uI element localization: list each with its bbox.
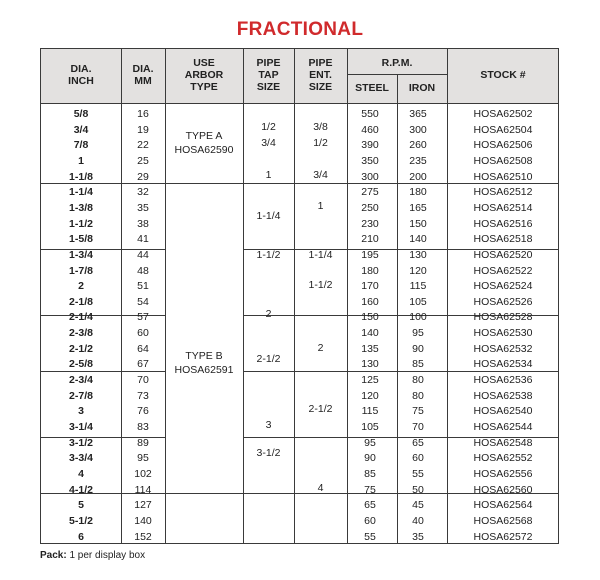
dia-inch-cell: 2-1/2 xyxy=(69,343,93,355)
stock-number-cell: HOSA62534 xyxy=(473,358,533,370)
stock-number-cell: HOSA62518 xyxy=(473,233,533,245)
dia-inch-cell: 2 xyxy=(78,280,84,292)
rpm-iron-cell: 165 xyxy=(409,202,427,214)
rpm-iron-cell: 60 xyxy=(412,452,424,464)
dia-mm-cell: 41 xyxy=(137,233,149,245)
rpm-iron-cell: 70 xyxy=(412,421,424,433)
stock-number-cell: HOSA62524 xyxy=(473,280,533,292)
rpm-steel-cell: 180 xyxy=(361,265,379,277)
stock-number-cell: HOSA62512 xyxy=(473,186,533,198)
rpm-iron-cell: 80 xyxy=(412,374,424,386)
pipe-tap-cell: 3 xyxy=(265,419,272,431)
pipe-ent-cell: 1-1/2 xyxy=(308,279,333,291)
dia-mm-cell: 22 xyxy=(137,139,149,151)
dia-mm-cell: 32 xyxy=(137,186,149,198)
rpm-steel-cell: 140 xyxy=(361,327,379,339)
stock-number-cell: HOSA62544 xyxy=(473,421,533,433)
stock-number-cell: HOSA62530 xyxy=(473,327,533,339)
pipe-ent-cell: 3/4 xyxy=(313,169,328,181)
stock-number-cell: HOSA62526 xyxy=(473,296,533,308)
pipe-tap-cell: 3/4 xyxy=(261,137,276,149)
rpm-steel-cell: 60 xyxy=(364,515,376,527)
rpm-iron-cell: 200 xyxy=(409,171,427,183)
stock-number-cell: HOSA62560 xyxy=(473,484,533,496)
dia-mm-cell: 35 xyxy=(137,202,149,214)
dia-inch-cell: 2-1/8 xyxy=(69,296,93,308)
dia-mm-cell: 76 xyxy=(137,405,149,417)
rpm-iron-cell: 300 xyxy=(409,124,427,136)
rpm-steel-cell: 350 xyxy=(361,155,379,167)
dia-inch-cell: 1-3/4 xyxy=(69,249,93,261)
dia-inch-cell: 5/8 xyxy=(73,108,89,120)
dia-inch-cell: 4-1/2 xyxy=(69,484,93,496)
dia-inch-cell: 7/8 xyxy=(73,139,89,151)
rpm-iron-cell: 120 xyxy=(409,265,427,277)
rpm-steel-cell: 300 xyxy=(361,171,379,183)
rpm-iron-cell: 105 xyxy=(409,296,427,308)
rpm-iron-cell: 140 xyxy=(409,233,427,245)
stock-number-cell: HOSA62564 xyxy=(473,499,533,511)
dia-mm-cell: 16 xyxy=(137,108,149,120)
dia-mm-cell: 48 xyxy=(137,265,149,277)
dia-mm-cell: 19 xyxy=(137,124,149,136)
dia-inch-cell: 3 xyxy=(78,405,84,417)
header-rpm: R.P.M. xyxy=(381,57,413,69)
rpm-steel-cell: 170 xyxy=(361,280,379,292)
header-pipe-tap-size: PIPE TAP SIZE xyxy=(256,57,281,93)
stock-number-cell: HOSA62520 xyxy=(473,249,533,261)
dia-inch-cell: 5-1/2 xyxy=(69,515,93,527)
rpm-iron-cell: 45 xyxy=(412,499,424,511)
header-dia-inch: DIA. INCH xyxy=(68,63,94,87)
header-steel: STEEL xyxy=(355,82,389,94)
pipe-ent-cell: 1-1/4 xyxy=(308,249,333,261)
pipe-ent-cell: 1/2 xyxy=(313,137,328,149)
stock-number-cell: HOSA62552 xyxy=(473,452,533,464)
dia-inch-cell: 3/4 xyxy=(73,124,89,136)
rpm-iron-cell: 260 xyxy=(409,139,427,151)
pipe-ent-cell: 4 xyxy=(317,482,324,494)
dia-mm-cell: 60 xyxy=(137,327,149,339)
rpm-iron-cell: 115 xyxy=(409,280,427,292)
rpm-steel-cell: 390 xyxy=(361,139,379,151)
pack-note: Pack: 1 per display box xyxy=(40,550,146,561)
rpm-steel-cell: 90 xyxy=(364,452,376,464)
header-stock: STOCK # xyxy=(480,69,526,81)
table-header xyxy=(41,49,558,104)
dia-mm-cell: 83 xyxy=(137,421,149,433)
dia-inch-cell: 3-3/4 xyxy=(69,452,93,464)
rpm-steel-cell: 120 xyxy=(361,390,379,402)
rpm-steel-cell: 550 xyxy=(361,108,379,120)
dia-inch-cell: 6 xyxy=(78,531,84,543)
dia-mm-cell: 67 xyxy=(137,358,149,370)
dia-mm-cell: 127 xyxy=(134,499,152,511)
pipe-tap-cell: 2-1/2 xyxy=(256,353,281,365)
rpm-iron-cell: 95 xyxy=(412,327,424,339)
dia-mm-cell: 25 xyxy=(137,155,149,167)
dia-mm-cell: 64 xyxy=(137,343,149,355)
rpm-iron-cell: 50 xyxy=(412,484,424,496)
dia-mm-cell: 89 xyxy=(137,437,149,449)
dia-inch-cell: 2-7/8 xyxy=(69,390,93,402)
rpm-iron-cell: 65 xyxy=(412,437,424,449)
header-iron: IRON xyxy=(408,82,436,94)
dia-mm-cell: 44 xyxy=(137,249,149,261)
rpm-steel-cell: 65 xyxy=(364,499,376,511)
stock-number-cell: HOSA62508 xyxy=(473,155,533,167)
pipe-ent-cell: 3/8 xyxy=(313,121,328,133)
stock-number-cell: HOSA62502 xyxy=(473,108,533,120)
rpm-iron-cell: 100 xyxy=(409,311,427,323)
dia-mm-cell: 114 xyxy=(134,484,152,496)
stock-number-cell: HOSA62536 xyxy=(473,374,533,386)
dia-mm-cell: 38 xyxy=(137,218,149,230)
rpm-steel-cell: 75 xyxy=(364,484,376,496)
rpm-steel-cell: 105 xyxy=(361,421,379,433)
dia-mm-cell: 51 xyxy=(137,280,149,292)
rpm-steel-cell: 95 xyxy=(364,437,376,449)
rpm-steel-cell: 115 xyxy=(361,405,379,417)
rpm-iron-cell: 40 xyxy=(412,515,424,527)
page-title: FRACTIONAL xyxy=(236,19,364,40)
pipe-ent-cell: 2 xyxy=(317,342,324,354)
dia-inch-cell: 1-3/8 xyxy=(69,202,93,214)
stock-number-cell: HOSA62532 xyxy=(473,343,533,355)
rpm-iron-cell: 85 xyxy=(412,358,424,370)
header-use-arbor-type: USE ARBOR TYPE xyxy=(184,57,224,93)
pipe-tap-cell: 1-1/4 xyxy=(256,210,281,222)
pipe-tap-cell: 1-1/2 xyxy=(256,249,281,261)
stock-number-cell: HOSA62522 xyxy=(473,265,533,277)
dia-mm-cell: 152 xyxy=(134,531,152,543)
stock-number-cell: HOSA62540 xyxy=(473,405,533,417)
dia-inch-cell: 1-1/4 xyxy=(69,186,93,198)
rpm-steel-cell: 85 xyxy=(364,468,376,480)
pipe-ent-cell: 2-1/2 xyxy=(308,403,333,415)
rpm-steel-cell: 250 xyxy=(361,202,379,214)
dia-inch-cell: 1-1/8 xyxy=(69,171,93,183)
dia-mm-cell: 73 xyxy=(137,390,149,402)
rpm-iron-cell: 150 xyxy=(409,218,427,230)
rpm-iron-cell: 130 xyxy=(409,249,427,261)
stock-number-cell: HOSA62528 xyxy=(473,311,533,323)
arbor-type-a: TYPE A HOSA62590 xyxy=(174,130,234,156)
rpm-steel-cell: 130 xyxy=(361,358,379,370)
rpm-iron-cell: 75 xyxy=(412,405,424,417)
stock-number-cell: HOSA62504 xyxy=(473,124,533,136)
stock-number-cell: HOSA62506 xyxy=(473,139,533,151)
dia-inch-cell: 1-7/8 xyxy=(69,265,93,277)
dia-inch-cell: 2-3/8 xyxy=(69,327,93,339)
stock-number-cell: HOSA62510 xyxy=(473,171,533,183)
rpm-steel-cell: 55 xyxy=(364,531,376,543)
rpm-iron-cell: 55 xyxy=(412,468,424,480)
stock-number-cell: HOSA62572 xyxy=(473,531,533,543)
pipe-tap-cell: 1 xyxy=(265,169,272,181)
rpm-steel-cell: 135 xyxy=(361,343,379,355)
header-pipe-ent-size: PIPE ENT. SIZE xyxy=(308,57,333,93)
rpm-steel-cell: 230 xyxy=(361,218,379,230)
rpm-iron-cell: 90 xyxy=(412,343,424,355)
rpm-steel-cell: 150 xyxy=(361,311,379,323)
rpm-steel-cell: 210 xyxy=(361,233,379,245)
header-dia-mm: DIA. MM xyxy=(132,63,154,87)
dia-inch-cell: 3-1/2 xyxy=(69,437,93,449)
dia-mm-cell: 102 xyxy=(134,468,152,480)
dia-inch-cell: 3-1/4 xyxy=(69,421,93,433)
dia-inch-cell: 1 xyxy=(78,155,84,167)
rpm-steel-cell: 460 xyxy=(361,124,379,136)
rpm-steel-cell: 195 xyxy=(361,249,379,261)
dia-inch-cell: 4 xyxy=(78,468,84,480)
dia-inch-cell: 1-1/2 xyxy=(69,218,93,230)
rpm-steel-cell: 275 xyxy=(361,186,379,198)
pipe-tap-cell: 3-1/2 xyxy=(256,447,281,459)
stock-number-cell: HOSA62568 xyxy=(473,515,533,527)
stock-number-cell: HOSA62514 xyxy=(473,202,533,214)
dia-mm-cell: 57 xyxy=(137,311,149,323)
dia-inch-cell: 1-5/8 xyxy=(69,233,93,245)
stock-number-cell: HOSA62516 xyxy=(473,218,533,230)
dia-inch-cell: 2-1/4 xyxy=(69,311,93,323)
pipe-tap-cell: 2 xyxy=(265,308,272,320)
rpm-steel-cell: 160 xyxy=(361,296,379,308)
fractional-table xyxy=(40,48,559,544)
stock-number-cell: HOSA62556 xyxy=(473,468,533,480)
pipe-tap-cell: 1/2 xyxy=(261,121,276,133)
dia-mm-cell: 95 xyxy=(137,452,149,464)
dia-mm-cell: 54 xyxy=(137,296,149,308)
dia-mm-cell: 29 xyxy=(137,171,149,183)
dia-inch-cell: 5 xyxy=(78,499,84,511)
stock-number-cell: HOSA62538 xyxy=(473,390,533,402)
rpm-iron-cell: 235 xyxy=(409,155,427,167)
rpm-iron-cell: 365 xyxy=(409,108,427,120)
dia-inch-cell: 2-5/8 xyxy=(69,358,93,370)
dia-mm-cell: 70 xyxy=(137,374,149,386)
dia-mm-cell: 140 xyxy=(134,515,152,527)
rpm-steel-cell: 125 xyxy=(361,374,379,386)
rpm-iron-cell: 180 xyxy=(409,186,427,198)
arbor-type-b: TYPE B HOSA62591 xyxy=(174,350,234,376)
stock-number-cell: HOSA62548 xyxy=(473,437,533,449)
dia-inch-cell: 2-3/4 xyxy=(69,374,93,386)
rpm-iron-cell: 80 xyxy=(412,390,424,402)
rpm-iron-cell: 35 xyxy=(412,531,424,543)
pipe-ent-cell: 1 xyxy=(317,200,324,212)
